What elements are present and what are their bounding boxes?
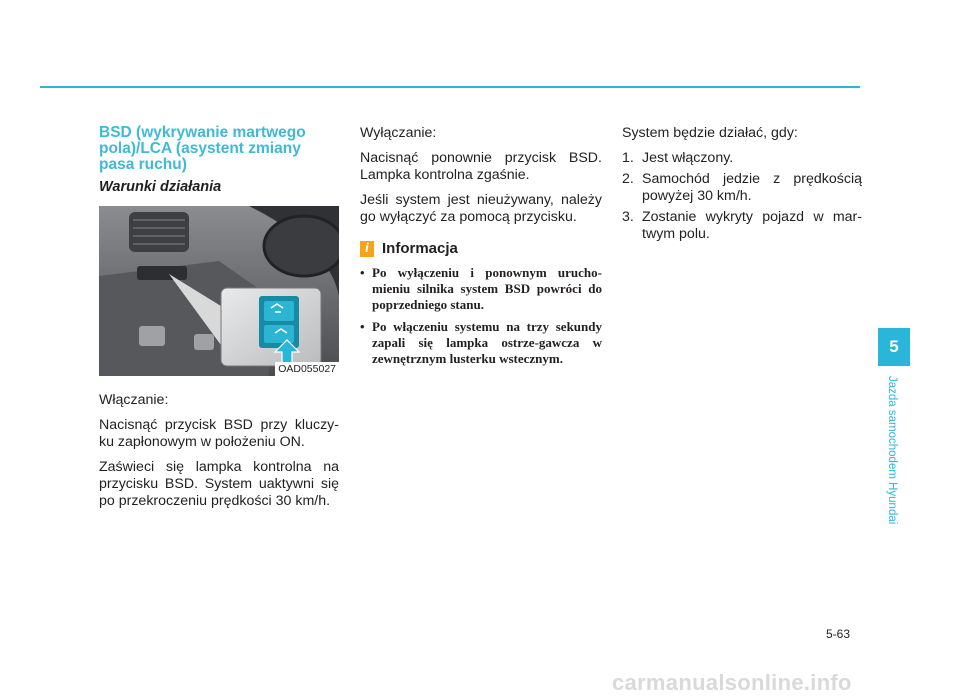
info-item: • Po włączeniu systemu na trzy sekundy zapali się lampka ostrze-gawcza w zewnętrznym lusterku wstecznym. bbox=[360, 319, 602, 367]
top-rule bbox=[40, 86, 860, 88]
column-2 bbox=[360, 125, 602, 373]
section-subtitle: Warunki działania bbox=[99, 179, 222, 195]
on-paragraph-1: Nacisnąć przycisk BSD przy kluczy-ku zapłonowym w położeniu ON. bbox=[99, 417, 339, 450]
chapter-label-text: Jazda samochodem Hyundai bbox=[886, 376, 898, 525]
list-item bbox=[622, 150, 862, 167]
column-3 bbox=[622, 125, 862, 247]
column-1 bbox=[99, 125, 339, 518]
dashboard-illustration bbox=[99, 206, 339, 376]
section-title: BSD (wykrywanie martwego pola)/LCA (asystent zmiany pasa ruchu) bbox=[99, 124, 306, 173]
info-item: • Po wyłączeniu i ponownym urucho-mieniu silnika system BSD powróci do poprzedniego stanu. bbox=[360, 265, 602, 313]
info-header bbox=[360, 240, 602, 257]
list-item-number: 1. bbox=[622, 150, 634, 166]
chapter-number: 5 bbox=[878, 328, 910, 366]
on-heading: Włączanie: bbox=[99, 392, 169, 408]
list-item-number: 2. bbox=[622, 171, 634, 187]
off-paragraph-2: Jeśli system jest nieużywany, należy go wyłączyć za pomocą przycisku. bbox=[360, 192, 602, 225]
list-item bbox=[622, 209, 862, 243]
conditions-list bbox=[622, 150, 862, 243]
info-icon: i bbox=[360, 241, 374, 257]
page-number: 5-63 bbox=[826, 627, 851, 641]
chapter-label bbox=[886, 376, 900, 556]
list-item bbox=[622, 171, 862, 205]
figure-code: OAD055027 bbox=[275, 362, 339, 376]
list-item-number: 3. bbox=[622, 209, 634, 225]
on-paragraph-2: Zaświeci się lampka kontrolna na przycisku BSD. System uaktywni się po przekroczeniu prędkości 30 km/h. bbox=[99, 459, 339, 509]
off-paragraph-1: Nacisnąć ponownie przycisk BSD. Lampka kontrolna zgaśnie. bbox=[360, 150, 602, 183]
conditions-heading: System będzie działać, gdy: bbox=[622, 125, 798, 141]
bsd-button-figure bbox=[99, 206, 339, 376]
info-list bbox=[360, 265, 602, 367]
info-title: Informacja bbox=[382, 240, 458, 257]
off-heading: Wyłączanie: bbox=[360, 125, 437, 141]
list-item-text: Jest włączony. bbox=[642, 150, 734, 166]
list-item-text: Samochód jedzie z prędkością powyżej 30 km/h. bbox=[642, 171, 862, 204]
list-item-text: Zostanie wykryty pojazd w mar-twym polu. bbox=[642, 209, 862, 242]
watermark: carmanualsonline.info bbox=[612, 670, 852, 695]
